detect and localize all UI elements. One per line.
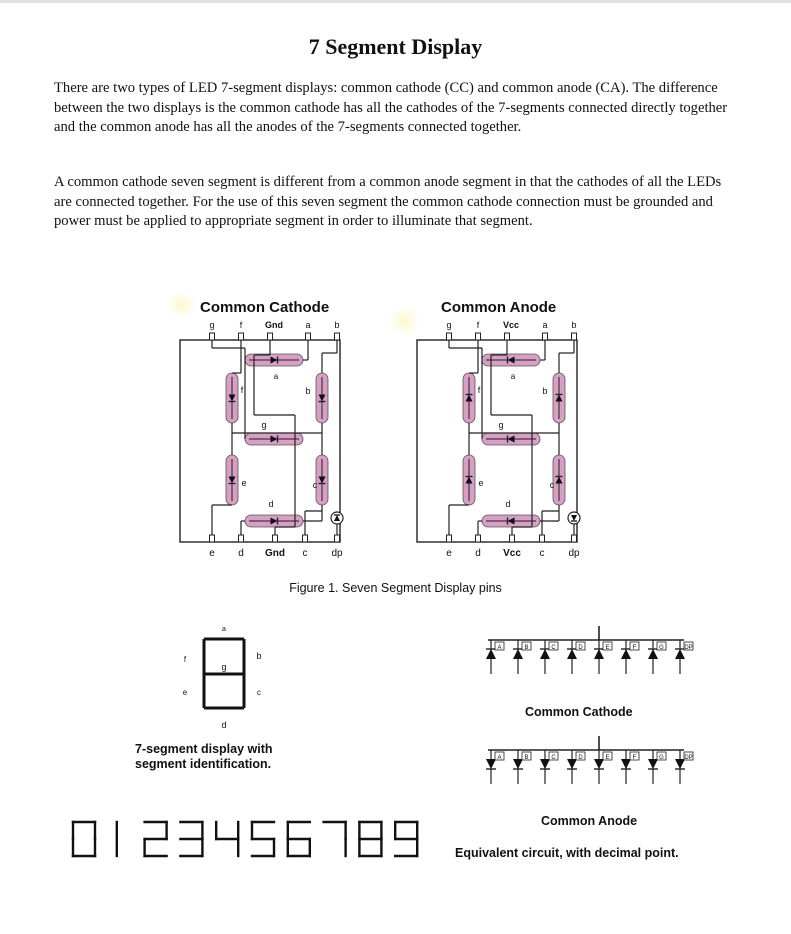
- bottom-pin-3: [303, 535, 308, 542]
- segment-label-g: g: [498, 420, 504, 430]
- figure-canvas: [0, 3, 791, 934]
- led-A: [486, 750, 504, 784]
- pin-tag-label-C: C: [551, 755, 556, 761]
- segment-id-caption-line1: 7-segment display with: [135, 742, 273, 756]
- led-D: [567, 750, 585, 784]
- bottom-pin-label-1: d: [238, 548, 244, 559]
- pin-tag-label-B: B: [524, 755, 529, 761]
- segment-label-e: e: [241, 478, 247, 488]
- pin-tag-label-F: F: [632, 755, 637, 761]
- segment-id-label-c: c: [257, 688, 261, 697]
- segment-label-b: b: [305, 386, 311, 396]
- led-F: [621, 750, 639, 784]
- digit-strip: [73, 822, 417, 856]
- paragraph-intro: There are two types of LED 7-segment displays: common cathode (CC) and common anode (CA). The difference between the two displays is the common cathode has all the cathodes of the 7-segments connected directly together and the common anode has all the anodes of the 7-segments connected together.: [54, 80, 728, 136]
- segment-label-g: g: [261, 420, 267, 430]
- common-cathode-diagram: [180, 320, 343, 559]
- diode-symbol: [594, 759, 604, 769]
- bottom-pin-2: [510, 535, 515, 542]
- top-pin-label-1: f: [239, 320, 243, 330]
- top-pin-1: [239, 333, 244, 340]
- digit-0: [73, 822, 95, 856]
- segment-label-a: a: [273, 372, 279, 381]
- led-G: [648, 640, 666, 674]
- top-pin-label-1: f: [476, 320, 480, 330]
- segment-label-c: c: [549, 480, 555, 490]
- led-F: [621, 640, 639, 674]
- top-pin-1: [476, 333, 481, 340]
- segment-id-caption-line2: segment identification.: [135, 757, 272, 771]
- diode-symbol: [621, 649, 631, 659]
- bottom-pin-4: [572, 535, 577, 542]
- top-pin-0: [447, 333, 452, 340]
- equivalent-circuit-caption: Equivalent circuit, with decimal point.: [455, 846, 679, 860]
- bottom-pin-0: [210, 535, 215, 542]
- digit-6: [288, 822, 310, 856]
- led-DP: [675, 640, 693, 674]
- diode-symbol: [621, 759, 631, 769]
- top-pin-label-2: Gnd: [265, 320, 283, 330]
- diode-symbol: [540, 649, 550, 659]
- top-pin-label-0: g: [446, 320, 452, 330]
- equivalent-circuit-cathode: [486, 626, 693, 674]
- bottom-pin-3: [540, 535, 545, 542]
- diode-symbol: [567, 759, 577, 769]
- bottom-pin-label-4: dp: [331, 548, 343, 559]
- top-pin-3: [543, 333, 548, 340]
- led-B: [513, 640, 531, 674]
- digit-7: [324, 822, 346, 856]
- pin-tag-label-A: A: [497, 755, 502, 761]
- bottom-pin-label-3: c: [539, 548, 545, 559]
- segment-label-f: f: [477, 385, 481, 395]
- segment-id-label-a: a: [222, 626, 226, 633]
- bottom-pin-1: [239, 535, 244, 542]
- digit-4: [216, 822, 238, 856]
- bottom-pin-label-0: e: [446, 548, 452, 559]
- led-E: [594, 750, 612, 784]
- top-pin-2: [505, 333, 510, 340]
- segment-label-c: c: [312, 480, 318, 490]
- segment-identification-diagram: [183, 626, 262, 730]
- pin-tag-label-C: C: [551, 645, 556, 651]
- top-pin-2: [268, 333, 273, 340]
- segment-id-label-g: g: [221, 662, 227, 672]
- pin-tag-label-DP: DP: [684, 645, 693, 651]
- figure-1-caption: Figure 1. Seven Segment Display pins: [289, 581, 502, 595]
- paragraph-common-cathode: A common cathode seven segment is different from a common anode segment in that the cathodes of all the LEDs are connected together. For the use of this seven segment the common cathode connection must be grounded and power must be applied to appropriate segment in order to illuminate that segment.: [54, 174, 722, 230]
- pin-tag-label-G: G: [659, 645, 664, 651]
- segment-id-label-b: b: [256, 651, 262, 661]
- decor-glow: [388, 305, 420, 337]
- led-B: [513, 750, 531, 784]
- top-pin-label-4: b: [334, 320, 340, 330]
- segment-id-label-e: e: [182, 688, 188, 697]
- top-pin-label-3: a: [305, 320, 311, 330]
- segment-label-f: f: [240, 385, 244, 395]
- top-pin-4: [335, 333, 340, 340]
- segment-label-d: d: [268, 499, 274, 509]
- bottom-pin-label-1: d: [475, 548, 481, 559]
- diode-symbol: [513, 759, 523, 769]
- equivalent-anode-label: Common Anode: [541, 814, 638, 828]
- top-pin-3: [306, 333, 311, 340]
- diode-symbol: [567, 649, 577, 659]
- pin-tag-label-A: A: [497, 645, 502, 651]
- bottom-pin-label-3: c: [302, 548, 308, 559]
- top-pin-4: [572, 333, 577, 340]
- decor-glow: [166, 291, 198, 319]
- bottom-pin-0: [447, 535, 452, 542]
- bottom-pin-label-2: Vcc: [503, 548, 521, 559]
- segment-label-a: a: [510, 372, 516, 381]
- pin-tag-label-F: F: [632, 645, 637, 651]
- bottom-pin-4: [335, 535, 340, 542]
- diode-symbol: [486, 649, 496, 659]
- common-anode-heading: Common Anode: [441, 299, 557, 316]
- segment-label-b: b: [542, 386, 548, 396]
- segment-id-label-f: f: [183, 655, 187, 664]
- segment-id-label-d: d: [221, 720, 227, 730]
- segment-id-caption: [135, 742, 273, 772]
- digit-5: [252, 822, 274, 856]
- common-cathode-heading: Common Cathode: [200, 299, 330, 316]
- pin-tag-label-D: D: [578, 755, 583, 761]
- page-title: 7 Segment Display: [308, 34, 483, 59]
- segment-label-e: e: [478, 478, 484, 488]
- digit-3: [180, 822, 202, 856]
- pin-tag-label-D: D: [578, 645, 583, 651]
- led-DP: [675, 750, 693, 784]
- top-pin-label-4: b: [571, 320, 577, 330]
- bottom-pin-label-0: e: [209, 548, 215, 559]
- top-pin-0: [210, 333, 215, 340]
- equivalent-circuit-anode: [486, 736, 693, 784]
- digit-8: [359, 822, 381, 856]
- led-C: [540, 640, 558, 674]
- top-pin-label-2: Vcc: [502, 320, 520, 330]
- led-D: [567, 640, 585, 674]
- pin-tag-label-E: E: [605, 755, 610, 761]
- bottom-pin-label-2: Gnd: [265, 548, 285, 559]
- led-C: [540, 750, 558, 784]
- bottom-pin-2: [273, 535, 278, 542]
- pin-tag-label-DP: DP: [684, 755, 693, 761]
- top-pin-label-3: a: [542, 320, 548, 330]
- diode-symbol: [648, 649, 658, 659]
- diode-symbol: [648, 759, 658, 769]
- led-G: [648, 750, 666, 784]
- digit-2: [145, 822, 167, 856]
- led-A: [486, 640, 504, 674]
- top-pin-label-0: g: [209, 320, 215, 330]
- bottom-pin-1: [476, 535, 481, 542]
- equivalent-cathode-label: Common Cathode: [525, 705, 633, 719]
- diode-symbol: [594, 649, 604, 659]
- diode-symbol: [540, 759, 550, 769]
- pin-tag-label-G: G: [659, 755, 664, 761]
- led-E: [594, 640, 612, 674]
- digit-9: [395, 822, 417, 856]
- diode-symbol: [513, 649, 523, 659]
- bottom-pin-label-4: dp: [568, 548, 580, 559]
- pin-tag-label-B: B: [524, 645, 529, 651]
- diode-symbol: [486, 759, 496, 769]
- common-anode-diagram: [417, 320, 580, 559]
- segment-label-d: d: [505, 499, 511, 509]
- pin-tag-label-E: E: [605, 645, 610, 651]
